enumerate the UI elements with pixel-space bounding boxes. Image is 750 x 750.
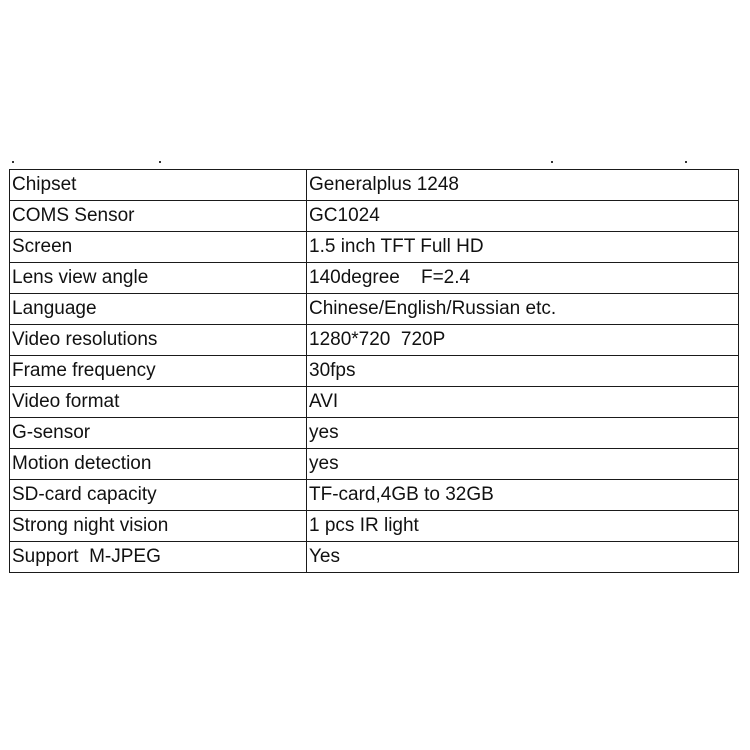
spec-value: Yes: [307, 542, 739, 573]
scan-mark: [551, 161, 553, 163]
spec-label: G-sensor: [10, 418, 307, 449]
table-row: [10, 201, 739, 232]
table-row: [10, 511, 739, 542]
spec-label: Motion detection: [10, 449, 307, 480]
table-row: [10, 294, 739, 325]
spec-label: Frame frequency: [10, 356, 307, 387]
spec-label: COMS Sensor: [10, 201, 307, 232]
table-row: [10, 387, 739, 418]
scan-mark: [12, 161, 14, 163]
spec-label: SD-card capacity: [10, 480, 307, 511]
spec-value: 140degree F=2.4: [307, 263, 739, 294]
spec-value: 1.5 inch TFT Full HD: [307, 232, 739, 263]
spec-value: 1 pcs IR light: [307, 511, 739, 542]
spec-value: AVI: [307, 387, 739, 418]
table-row: [10, 480, 739, 511]
spec-value: GC1024: [307, 201, 739, 232]
scan-mark: [159, 161, 161, 163]
table-row: [10, 449, 739, 480]
spec-label: Strong night vision: [10, 511, 307, 542]
table-row: [10, 170, 739, 201]
scan-mark: [685, 161, 687, 163]
spec-label: Lens view angle: [10, 263, 307, 294]
spec-table: [9, 169, 739, 573]
spec-label: Video format: [10, 387, 307, 418]
spec-value: 30fps: [307, 356, 739, 387]
table-row: [10, 232, 739, 263]
spec-value: yes: [307, 418, 739, 449]
spec-value: Chinese/English/Russian etc.: [307, 294, 739, 325]
spec-value: Generalplus 1248: [307, 170, 739, 201]
spec-label: Chipset: [10, 170, 307, 201]
spec-label: Screen: [10, 232, 307, 263]
spec-label: Support M-JPEG: [10, 542, 307, 573]
table-row: [10, 263, 739, 294]
spec-label: Video resolutions: [10, 325, 307, 356]
table-row: [10, 418, 739, 449]
spec-value: 1280*720 720P: [307, 325, 739, 356]
spec-value: TF-card,4GB to 32GB: [307, 480, 739, 511]
table-row: [10, 356, 739, 387]
table-row: [10, 325, 739, 356]
spec-label: Language: [10, 294, 307, 325]
table-row: [10, 542, 739, 573]
spec-value: yes: [307, 449, 739, 480]
